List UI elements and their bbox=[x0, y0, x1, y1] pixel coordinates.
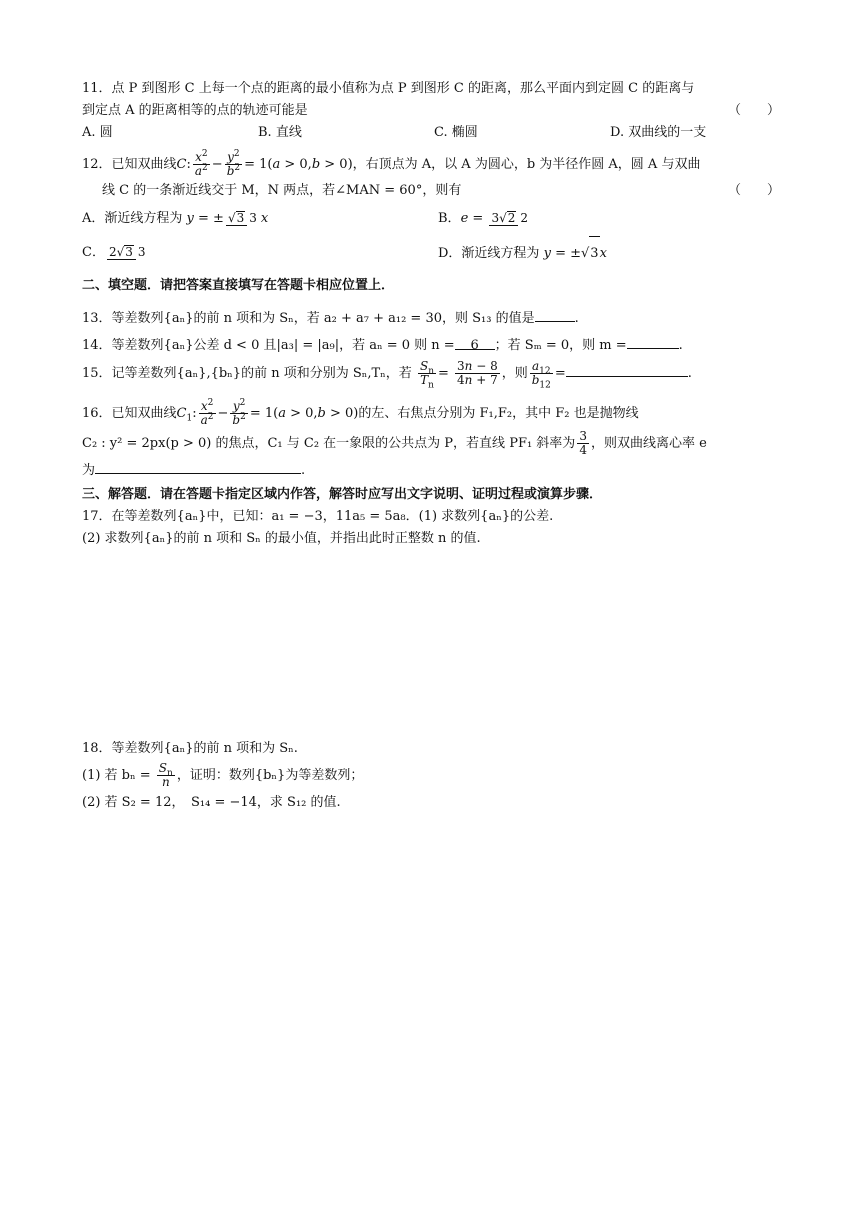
q18-line2b: ，证明：数列{bₙ}为等差数列； bbox=[176, 768, 364, 783]
q11-option-c: C. 椭圆 bbox=[434, 125, 478, 140]
q12-options-ab bbox=[82, 202, 782, 236]
q14-text: 14．等差数列{aₙ}公差 d < 0 且|a₃| = |a₉|，若 aₙ = 0 则 n = bbox=[82, 338, 455, 353]
q11-options bbox=[82, 122, 782, 144]
q16-line3-text: 为 bbox=[82, 463, 96, 478]
q11-option-b: B. 直线 bbox=[258, 125, 302, 140]
q18-line2: (1) 若 bₙ = $\frac{S_n}{n}$ ，证明：数列{bₙ}为等差数列； bbox=[82, 761, 364, 789]
q14 bbox=[82, 334, 782, 357]
q11-answer-paren: （ ） bbox=[727, 103, 780, 118]
q11-option-a: A. 圆 bbox=[82, 125, 113, 140]
q12-option-b-label: B． bbox=[438, 211, 461, 226]
q16-end: . bbox=[301, 463, 306, 478]
q16-line2b: ，则双曲线离心率 e bbox=[590, 436, 707, 451]
q16-blank bbox=[95, 459, 301, 474]
worksheet bbox=[82, 78, 782, 814]
q12-option-b: B．e = 3√2 2 bbox=[438, 202, 532, 236]
q12-line1: 12．已知双曲线C: $\frac{x^2}{a^2}$ − $\frac{y^2}{b^2}$ = 1(a > 0,b > 0)，右顶点为 A，以 A 为圆心，b 为半径作圆 A，圆 A 与双曲 bbox=[82, 149, 701, 178]
q15-blank bbox=[566, 362, 688, 377]
q12-option-d: D．渐近线方程为 y = ±√3x bbox=[438, 236, 607, 271]
q13 bbox=[82, 307, 782, 330]
q18-line2a: (1) 若 bₙ = bbox=[82, 768, 151, 783]
q16-prefix: 16．已知双曲线 bbox=[82, 406, 177, 421]
q12-line2 bbox=[82, 180, 782, 202]
q12-option-d-label: D．渐近线方程为 bbox=[438, 246, 540, 261]
q16-line3 bbox=[82, 459, 782, 482]
q18-line3: (2) 若 S₂ = 12， S₁₄ = −14，求 S₁₂ 的值. bbox=[82, 795, 341, 810]
q12-line2-text: 线 C 的一条渐近线交于 M，N 两点，若∠MAN = 60°，则有 bbox=[102, 183, 462, 198]
q16-line2: C₂ : y² = 2px(p > 0) 的焦点，C₁ 与 C₂ 在一象限的公共点为 P，若直线 PF₁ 斜率为 $\frac{3}{4}$ ，则双曲线离心率 e bbox=[82, 429, 707, 457]
q12-option-c-label: C． bbox=[82, 245, 105, 260]
section-3-title: 三、解答题．请在答题卡指定区域内作答，解答时应写出文字说明、证明过程或演算步骤． bbox=[82, 487, 603, 502]
q12-prefix: 12．已知双曲线 bbox=[82, 157, 177, 172]
q11-line2 bbox=[82, 100, 782, 122]
q12-option-c: C． 2√3 3 bbox=[82, 236, 438, 271]
q11-option-d: D. 双曲线的一支 bbox=[610, 125, 707, 140]
q11-line2-text: 到定点 A 的距离相等的点的轨迹可能是 bbox=[82, 103, 308, 118]
q13-blank bbox=[535, 307, 575, 322]
q13-text: 13．等差数列{aₙ}的前 n 项和为 Sₙ，若 a₂ + a₇ + a₁₂ = 30，则 S₁₃ 的值是 bbox=[82, 311, 535, 326]
q17-line2: (2) 求数列{aₙ}的前 n 项和 Sₙ 的最小值，并指出此时正整数 n 的值. bbox=[82, 531, 481, 546]
q16-line2a: C₂ : y² = 2px(p > 0) 的焦点，C₁ 与 C₂ 在一象限的公共点为 P，若直线 PF₁ 斜率为 bbox=[82, 436, 576, 451]
q13-end: . bbox=[574, 311, 579, 326]
section-2-title: 二、填空题．请把答案直接填写在答题卡相应位置上． bbox=[82, 278, 395, 293]
q18-line1: 18．等差数列{aₙ}的前 n 项和为 Sₙ. bbox=[82, 741, 298, 756]
q12-frac-x: $\frac{x^2}{a^2}$ bbox=[194, 149, 208, 178]
q11-line1: 11．点 P 到图形 C 上每一个点的距离的最小值称为点 P 到图形 C 的距离，那么平面内到定圆 C 的距离与 bbox=[82, 81, 695, 96]
q15-mid: ，则 bbox=[501, 366, 528, 381]
q16-suffix: 的左、右焦点分别为 F₁,F₂，其中 F₂ 也是抛物线 bbox=[358, 406, 639, 421]
q14-end: . bbox=[678, 338, 683, 353]
q15: 15．记等差数列{aₙ},{bₙ}的前 n 项和分别为 Sₙ,Tₙ，若 $\frac{S_n}{T_n}$ = $\frac{3n - 8}{4n + 7}$ ，则 $\frac{a_{12}}{b_{12}}$ = . bbox=[82, 359, 692, 391]
q14-mid: ；若 Sₘ = 0，则 m = bbox=[494, 338, 627, 353]
q14-blank bbox=[627, 334, 679, 349]
q17-line1: 17．在等差数列{aₙ}中，已知：a₁ = −3，11a₅ = 5a₈．(1) 求数列{aₙ}的公差. bbox=[82, 509, 554, 524]
q12-option-a-label: A．渐近线方程为 bbox=[82, 211, 183, 226]
q12-options-cd bbox=[82, 236, 782, 271]
q15-prefix: 15．记等差数列{aₙ},{bₙ}的前 n 项和分别为 Sₙ,Tₙ，若 bbox=[82, 366, 412, 381]
q16-line1: 16．已知双曲线$C_1$: $\frac{x^2}{a^2}$ − $\frac{y^2}{b^2}$ = 1(a > 0,b > 0)的左、右焦点分别为 F₁,F₂，其中 F₂ 也是抛物线 bbox=[82, 398, 639, 427]
q15-end: . bbox=[687, 366, 692, 381]
q12-suffix: ，右顶点为 A，以 A 为圆心，b 为半径作圆 A，圆 A 与双曲 bbox=[352, 157, 701, 172]
q14-answer: 6 bbox=[455, 335, 495, 350]
q12-frac-y: $\frac{y^2}{b^2}$ bbox=[226, 149, 241, 178]
q12-answer-paren: （ ） bbox=[727, 183, 780, 198]
q12-option-a: A．渐近线方程为 y = ± √3 3 x bbox=[82, 202, 438, 236]
